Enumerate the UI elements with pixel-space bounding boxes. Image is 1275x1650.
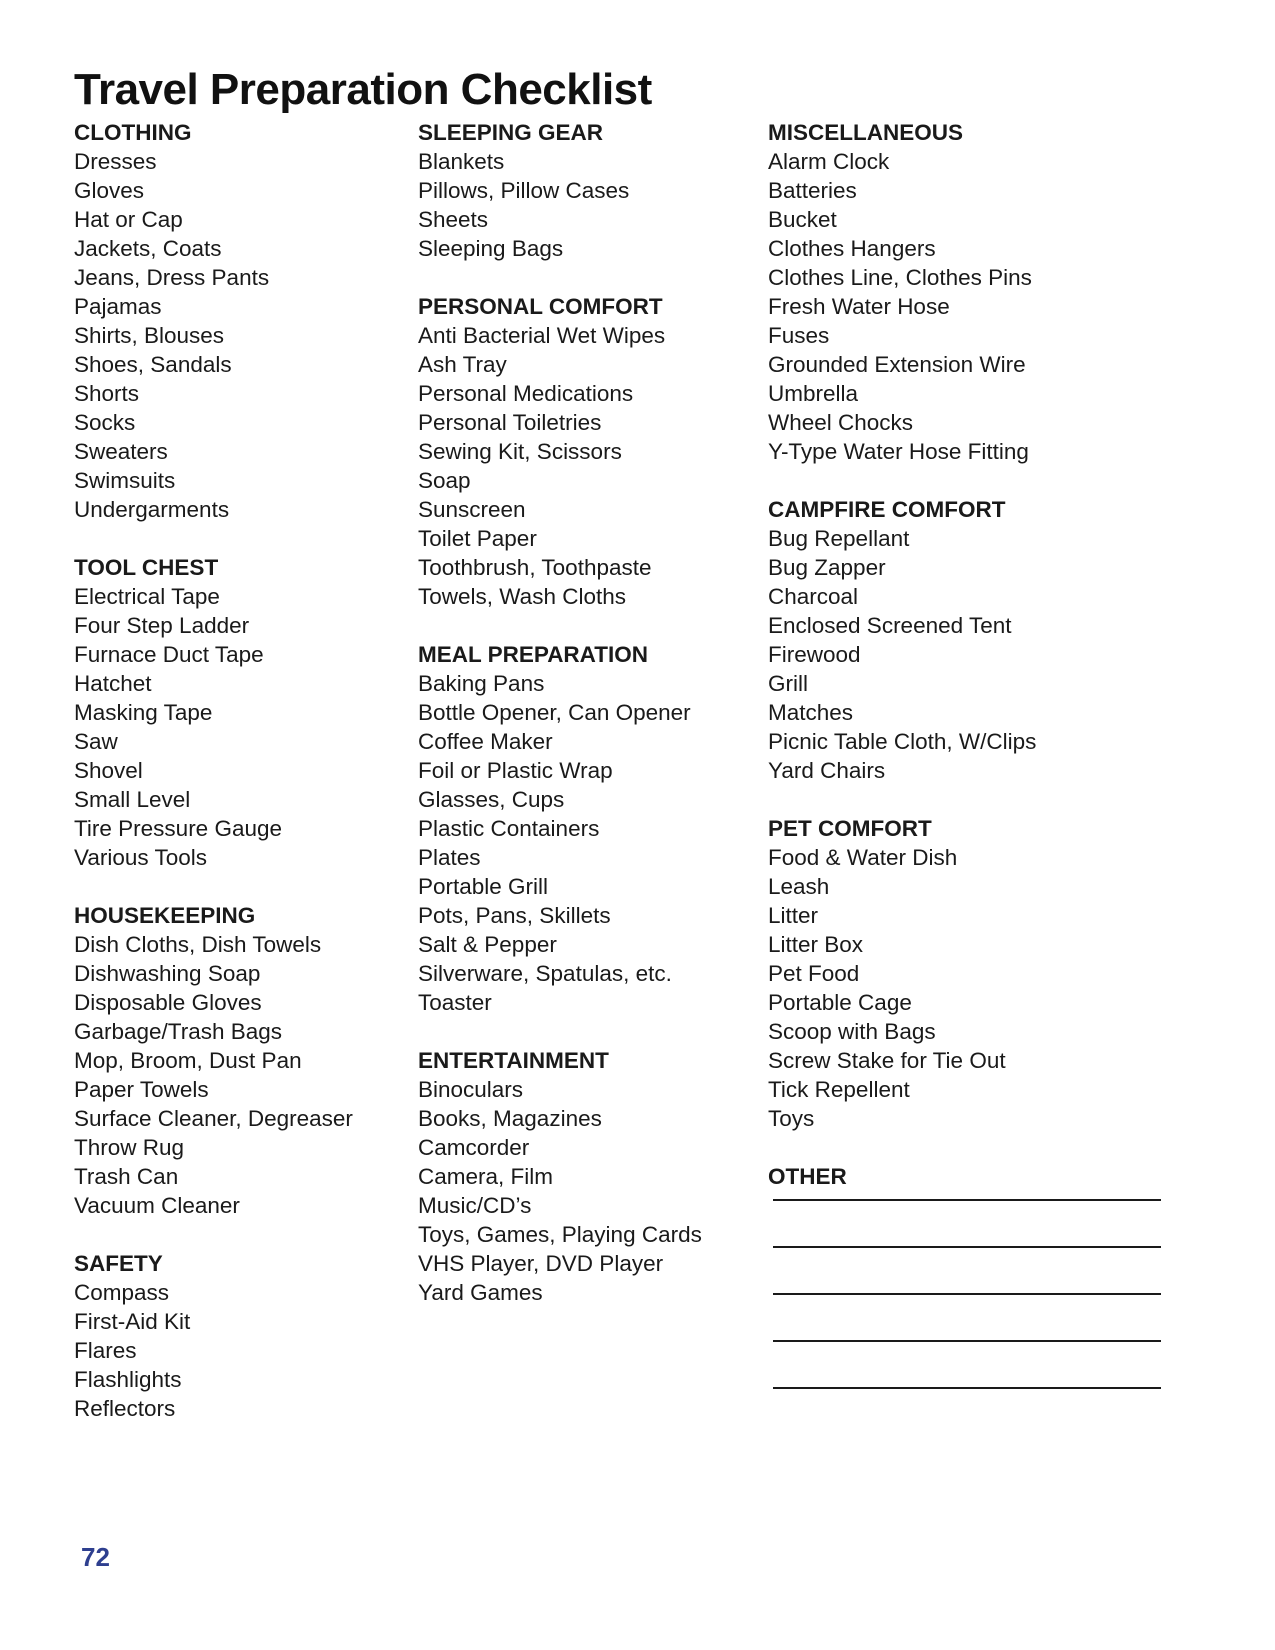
- checklist-item: Portable Cage: [768, 990, 912, 1015]
- checklist-item: Toothbrush, Toothpaste: [418, 555, 652, 580]
- checklist-item: Dresses: [74, 149, 157, 174]
- checklist-item: Grounded Extension Wire: [768, 352, 1026, 377]
- item-list: [768, 147, 1161, 466]
- section-heading: CAMPFIRE COMFORT: [768, 497, 1006, 522]
- section-heading: PERSONAL COMFORT: [418, 294, 663, 319]
- section-other: [768, 1162, 1161, 1389]
- checklist-item: Plastic Containers: [418, 816, 600, 841]
- checklist-column-3: [768, 118, 1161, 1434]
- checklist-item: Books, Magazines: [418, 1106, 602, 1131]
- checklist-item: Bottle Opener, Can Opener: [418, 700, 691, 725]
- checklist-item: Small Level: [74, 787, 191, 812]
- section-heading: MISCELLANEOUS: [768, 120, 964, 145]
- checklist-item: Dishwashing Soap: [74, 961, 261, 986]
- checklist-item: Flares: [74, 1338, 137, 1363]
- checklist-item: Silverware, Spatulas, etc.: [418, 961, 672, 986]
- checklist-item: Flashlights: [74, 1367, 182, 1392]
- checklist-item: Paper Towels: [74, 1077, 209, 1102]
- checklist-item: Binoculars: [418, 1077, 524, 1102]
- checklist-item: Saw: [74, 729, 118, 754]
- checklist-item: Mop, Broom, Dust Pan: [74, 1048, 302, 1073]
- section-campfire-comfort: [768, 495, 1161, 785]
- checklist-item: Sunscreen: [418, 497, 526, 522]
- section-heading: SLEEPING GEAR: [418, 120, 604, 145]
- page-number: 72: [81, 1542, 110, 1572]
- item-list: [768, 843, 1161, 1133]
- checklist-item: Toilet Paper: [418, 526, 537, 551]
- checklist-item: Electrical Tape: [74, 584, 220, 609]
- checklist-item: Litter Box: [768, 932, 864, 957]
- checklist-item: Bucket: [768, 207, 837, 232]
- checklist-item: VHS Player, DVD Player: [418, 1251, 664, 1276]
- checklist-item: Fuses: [768, 323, 830, 348]
- checklist-item: Yard Chairs: [768, 758, 886, 783]
- checklist-item: Anti Bacterial Wet Wipes: [418, 323, 666, 348]
- checklist-item: Alarm Clock: [768, 149, 890, 174]
- checklist-item: Firewood: [768, 642, 861, 667]
- section-heading: OTHER: [768, 1164, 847, 1189]
- checklist-item: Personal Toiletries: [418, 410, 602, 435]
- checklist-item: Tick Repellent: [768, 1077, 910, 1102]
- checklist-item: Jackets, Coats: [74, 236, 222, 261]
- section-heading: SAFETY: [74, 1251, 163, 1276]
- item-list: [418, 669, 702, 1017]
- checklist-item: Wheel Chocks: [768, 410, 914, 435]
- item-list: [74, 1278, 353, 1423]
- checklist-item: Swimsuits: [74, 468, 176, 493]
- checklist-item: Pet Food: [768, 961, 860, 986]
- checklist-item: Bug Zapper: [768, 555, 886, 580]
- write-in-line[interactable]: [773, 1340, 1161, 1342]
- checklist-item: Scoop with Bags: [768, 1019, 936, 1044]
- checklist-item: Trash Can: [74, 1164, 179, 1189]
- checklist-item: Towels, Wash Cloths: [418, 584, 626, 609]
- checklist-item: Hatchet: [74, 671, 152, 696]
- checklist-item: Shorts: [74, 381, 140, 406]
- checklist-item: Jeans, Dress Pants: [74, 265, 270, 290]
- checklist-item: Toys: [768, 1106, 815, 1131]
- section-miscellaneous: [768, 118, 1161, 466]
- section-meal-preparation: [418, 640, 702, 1017]
- checklist-item: Litter: [768, 903, 819, 928]
- checklist-item: Portable Grill: [418, 874, 549, 899]
- checklist-item: Disposable Gloves: [74, 990, 262, 1015]
- checklist-item: Tire Pressure Gauge: [74, 816, 283, 841]
- write-in-line[interactable]: [773, 1199, 1161, 1201]
- item-list: [418, 321, 702, 611]
- section-sleeping-gear: [418, 118, 702, 263]
- checklist-item: Shovel: [74, 758, 143, 783]
- checklist-item: Clothes Hangers: [768, 236, 936, 261]
- checklist-item: Sheets: [418, 207, 489, 232]
- checklist-item: First-Aid Kit: [74, 1309, 191, 1334]
- write-in-line[interactable]: [773, 1387, 1161, 1389]
- checklist-item: Reflectors: [74, 1396, 176, 1421]
- item-list: [74, 582, 353, 872]
- section-clothing: [74, 118, 353, 524]
- checklist-item: Compass: [74, 1280, 170, 1305]
- checklist-item: Pots, Pans, Skillets: [418, 903, 611, 928]
- section-heading: TOOL CHEST: [74, 555, 219, 580]
- checklist-item: Shirts, Blouses: [74, 323, 225, 348]
- checklist-item: Matches: [768, 700, 854, 725]
- checklist-item: Hat or Cap: [74, 207, 183, 232]
- checklist-item: Fresh Water Hose: [768, 294, 950, 319]
- checklist-item: Umbrella: [768, 381, 859, 406]
- checklist-item: Soap: [418, 468, 471, 493]
- section-heading: MEAL PREPARATION: [418, 642, 649, 667]
- checklist-item: Furnace Duct Tape: [74, 642, 264, 667]
- checklist-column-2: [418, 118, 702, 1336]
- item-list: [74, 147, 353, 524]
- checklist-item: Plates: [418, 845, 481, 870]
- write-in-lines: [768, 1199, 1161, 1389]
- checklist-item: Ash Tray: [418, 352, 507, 377]
- checklist-item: Throw Rug: [74, 1135, 185, 1160]
- section-housekeeping: [74, 901, 353, 1220]
- checklist-item: Bug Repellant: [768, 526, 910, 551]
- checklist-item: Charcoal: [768, 584, 859, 609]
- checklist-item: Blankets: [418, 149, 505, 174]
- checklist-item: Yard Games: [418, 1280, 543, 1305]
- checklist-item: Gloves: [74, 178, 145, 203]
- checklist-item: Salt & Pepper: [418, 932, 557, 957]
- section-safety: [74, 1249, 353, 1423]
- checklist-item: Picnic Table Cloth, W/Clips: [768, 729, 1037, 754]
- checklist-item: Sewing Kit, Scissors: [418, 439, 622, 464]
- checklist-item: Four Step Ladder: [74, 613, 250, 638]
- write-in-line[interactable]: [773, 1293, 1161, 1295]
- section-heading: CLOTHING: [74, 120, 192, 145]
- checklist-item: Toys, Games, Playing Cards: [418, 1222, 702, 1247]
- checklist-item: Clothes Line, Clothes Pins: [768, 265, 1032, 290]
- checklist-item: Sweaters: [74, 439, 168, 464]
- item-list: [768, 524, 1161, 785]
- checklist-item: Undergarments: [74, 497, 230, 522]
- checklist-item: Camera, Film: [418, 1164, 554, 1189]
- checklist-item: Vacuum Cleaner: [74, 1193, 240, 1218]
- checklist-item: Y-Type Water Hose Fitting: [768, 439, 1029, 464]
- item-list: [418, 147, 702, 263]
- checklist-item: Garbage/Trash Bags: [74, 1019, 283, 1044]
- checklist-item: Camcorder: [418, 1135, 530, 1160]
- section-entertainment: [418, 1046, 702, 1307]
- checklist-item: Leash: [768, 874, 830, 899]
- checklist-item: Personal Medications: [418, 381, 634, 406]
- checklist-item: Various Tools: [74, 845, 207, 870]
- section-heading: PET COMFORT: [768, 816, 932, 841]
- checklist-item: Shoes, Sandals: [74, 352, 232, 377]
- section-heading: HOUSEKEEPING: [74, 903, 256, 928]
- section-pet-comfort: [768, 814, 1161, 1133]
- checklist-item: Grill: [768, 671, 808, 696]
- checklist-item: Pajamas: [74, 294, 162, 319]
- checklist-item: Screw Stake for Tie Out: [768, 1048, 1006, 1073]
- checklist-item: Coffee Maker: [418, 729, 553, 754]
- checklist-item: Baking Pans: [418, 671, 545, 696]
- checklist-item: Toaster: [418, 990, 492, 1015]
- checklist-item: Foil or Plastic Wrap: [418, 758, 613, 783]
- checklist-item: Music/CD’s: [418, 1193, 532, 1218]
- checklist-item: Socks: [74, 410, 136, 435]
- checklist-item: Enclosed Screened Tent: [768, 613, 1012, 638]
- checklist-item: Food & Water Dish: [768, 845, 958, 870]
- checklist-column-1: [74, 118, 353, 1452]
- item-list: [74, 930, 353, 1220]
- section-tool-chest: [74, 553, 353, 872]
- section-heading: ENTERTAINMENT: [418, 1048, 609, 1073]
- checklist-item: Dish Cloths, Dish Towels: [74, 932, 322, 957]
- checklist-item: Surface Cleaner, Degreaser: [74, 1106, 353, 1131]
- write-in-line[interactable]: [773, 1246, 1161, 1248]
- checklist-item: Sleeping Bags: [418, 236, 564, 261]
- item-list: [418, 1075, 702, 1307]
- checklist-item: Pillows, Pillow Cases: [418, 178, 630, 203]
- checklist-item: Masking Tape: [74, 700, 213, 725]
- checklist-item: Batteries: [768, 178, 857, 203]
- page-title: Travel Preparation Checklist: [74, 65, 652, 114]
- checklist-item: Glasses, Cups: [418, 787, 565, 812]
- section-personal-comfort: [418, 292, 702, 611]
